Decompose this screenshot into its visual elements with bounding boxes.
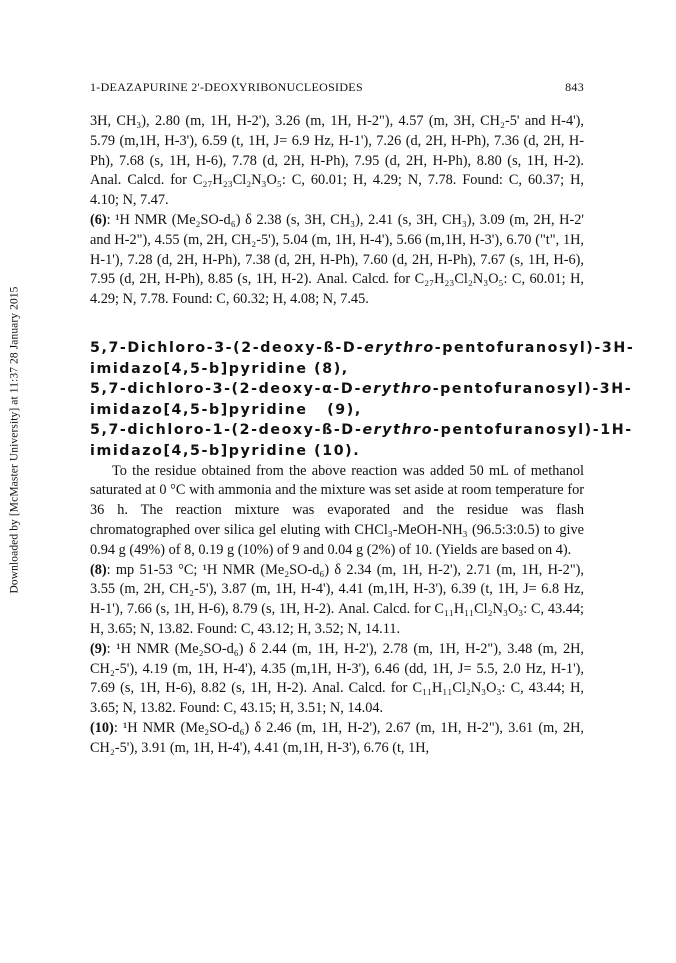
compound-label-9: (9) [90, 640, 107, 657]
heading-line-5: 5,7-dichloro-1-(2-deoxy-ß-D-erythro-pentofuranosyl)-1H- [90, 422, 633, 439]
compound-label-6: (6) [90, 211, 107, 228]
paragraph-procedure: To the residue obtained from the above reaction was added 50 mL of methanol saturated at 0 °C with ammonia and the mixture was set aside at room temperature for 36 h. The reaction mixture was evaporated and the residue was flash chromatographed over silica gel eluting with CHCl₃-MeOH-NH₃ (96.5:3:0.5) to give 0.94 g (49%) of 8, 0.19 g (10%) of 9 and 0.04 g (2%) of 10. (Yields are based on 4). [90, 462, 584, 558]
section-heading [90, 338, 635, 462]
running-title: 1-DEAZAPURINE 2'-DEOXYRIBONUCLEOSIDES [90, 80, 363, 94]
compound-8-text: : mp 51-53 °C; ¹H NMR (Me₂SO-d₆) δ 2.34 (m, 1H, H-2'), 2.71 (m, 1H, H-2"), 3.55 (m, 2H, CH₂-5'), 3.87 (m, 1H, H-4'), 4.41 (m,1H, H-3'), 6.39 (t, 1H, J= 6.8 Hz, H-1'), 7.66 (s, 1H, H-6), 8.79 (s, 1H, H-2). Anal. Calcd. for C₁₁H₁₁Cl₂N₃O₃: C, 43.44; H, 3.65; N, 13.82. Found: C, 43.12; H, 3.52; N, 14.11. [90, 561, 584, 637]
page-number: 843 [565, 80, 584, 94]
download-watermark [4, 180, 26, 700]
heading-line-2: imidazo[4,5-b]pyridine (8), [90, 360, 349, 377]
page-body [90, 112, 635, 758]
compound-9-text: : ¹H NMR (Me₂SO-d₆) δ 2.44 (m, 1H, H-2'), 2.78 (m, 1H, H-2"), 3.48 (m, 2H, CH₂-5'), 4.19 (m, 1H, H-4'), 4.35 (m,1H, H-3'), 6.46 (dd, 1H, J= 5.5, 2.0 Hz, H-1'), 7.69 (s, 1H, H-6), 8.82 (s, 1H, H-2). Anal. Calcd. for C₁₁H₁₁Cl₂N₃O₃: C, 43.44; H, 3.65; N, 13.82. Found: C, 43.15; H, 3.51; N, 14.04. [90, 640, 584, 717]
download-watermark-text: Downloaded by [McMaster University] at 11:37 28 January 2015 [9, 286, 22, 594]
paragraph-compound-9 [90, 640, 584, 719]
heading-line-3: 5,7-dichloro-3-(2-deoxy-α-D-erythro-pentofuranosyl)-3H- [90, 381, 633, 398]
compound-label-10: (10) [90, 719, 114, 736]
paragraph-compound-10 [90, 719, 584, 759]
compound-6-text: : ¹H NMR (Me₂SO-d₆) δ 2.38 (s, 3H, CH₃), 2.41 (s, 3H, CH₃), 3.09 (m, 2H, H-2' and H-2"), 4.55 (m, 2H, CH₂-5'), 5.04 (m, 1H, H-4'), 5.66 (m,1H, H-3'), 6.70 ("t", 1H, H-1'), 7.28 (d, 2H, H-Ph), 7.38 (d, 2H, H-Ph), 7.60 (d, 2H, H-Ph), 7.67 (s, 1H, H-6), 7.95 (d, 2H, H-Ph), 8.85 (s, 1H, H-2). Anal. Calcd. for C₂₇H₂₃Cl₂N₃O₅: C, 60.01; H, 4.29; N, 7.78. Found: C, 60.32; H, 4.08; N, 7.45. [90, 211, 584, 308]
paragraph-compound-6 [90, 211, 584, 310]
paragraph-compound-8 [90, 561, 584, 640]
compound-label-8: (8) [90, 561, 107, 578]
heading-line-4: imidazo[4,5-b]pyridine (9), [90, 401, 362, 418]
running-header [90, 80, 584, 95]
heading-line-6: imidazo[4,5-b]pyridine (10). [90, 442, 361, 459]
paragraph-compound-data-continued: 3H, CH₃), 2.80 (m, 1H, H-2'), 3.26 (m, 1H, H-2"), 4.57 (m, 3H, CH₂-5' and H-4'), 5.79 (m,1H, H-3'), 6.59 (t, 1H, J= 6.9 Hz, H-1'), 7.26 (d, 2H, H-Ph), 7.36 (d, 2H, H-Ph), 7.68 (s, 1H, H-6), 7.78 (d, 2H, H-Ph), 7.95 (d, 2H, H-Ph), 8.80 (s, 1H, H-2). Anal. Calcd. for C₂₇H₂₃Cl₂N₃O₅: C, 60.01; H, 4.29; N, 7.78. Found: C, 60.37; H, 4.10; N, 7.47. [90, 113, 584, 209]
compound-10-text: : ¹H NMR (Me₂SO-d₆) δ 2.46 (m, 1H, H-2'), 2.67 (m, 1H, H-2"), 3.61 (m, 2H, CH₂-5'), 3.91 (m, 1H, H-4'), 4.41 (m,1H, H-3'), 6.76 (t, 1H, [90, 719, 584, 756]
heading-line-1: 5,7-Dichloro-3-(2-deoxy-ß-D-erythro-pentofuranosyl)-3H- [90, 339, 635, 356]
